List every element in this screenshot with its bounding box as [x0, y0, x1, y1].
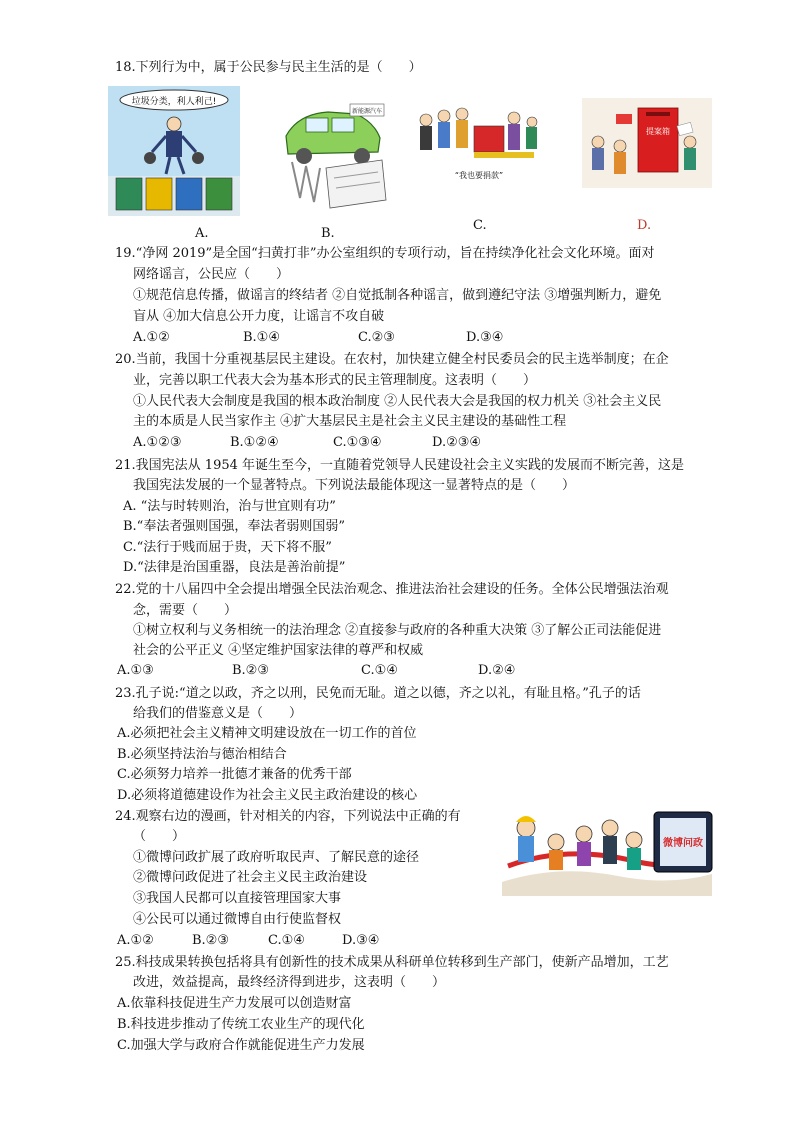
new-energy-car-cartoon-icon — [278, 96, 388, 214]
q19-option-d: D.③④ — [466, 330, 504, 345]
q21-line-1: 21.我国宪法从 1954 年诞生至今，一直随着党领导人民建设社会主义实践的发展而不断完善，这是 — [115, 458, 685, 473]
q18-image-b — [278, 96, 388, 214]
q25-option-a: A.依靠科技促进生产力发展可以创造财富 — [117, 996, 352, 1011]
donation-cartoon-icon — [412, 96, 546, 188]
q20-option-a: A.①②③ — [133, 435, 182, 450]
q24-option-b: B.②③ — [192, 933, 229, 948]
q19-line-2: 网络谣言，公民应（ ） — [133, 267, 290, 282]
q22-line-1: 22.党的十八届四中全会提出增强全民法治观念、推进法治社会建设的任务。全体公民增强法治观 — [115, 582, 669, 597]
q22-option-d: D.②④ — [478, 663, 516, 678]
q19-line-1: 19.“净网 2019”是全国“扫黄打非”办公室组织的专项行动，旨在持续净化社会文化环境。面对 — [115, 246, 655, 261]
q22-line-2: 念，需要（ ） — [133, 603, 238, 618]
q20-line-4: 主的本质是人民当家作主 ④扩大基层民主是社会主义民主建设的基础性工程 — [133, 414, 567, 429]
q23-option-d: D.必须将道德建设作为社会主义民主政治建设的核心 — [117, 788, 418, 803]
q21-line-2: 我国宪法发展的一个显著特点。下列说法最能体现这一显著特点的是（ ） — [133, 478, 576, 493]
q19-option-c: C.②③ — [358, 330, 395, 345]
q20-line-2: 业，完善以职工代表大会为基本形式的民主管理制度。这表明（ ） — [133, 373, 537, 388]
q24-option-c: C.①④ — [268, 933, 305, 948]
q18-image-c — [412, 96, 546, 188]
q21-option-d: D.“法律是治国重器，良法是善治前提” — [123, 560, 346, 575]
q22-option-a: A.①③ — [117, 663, 154, 678]
q20-line-1: 20.当前，我国十分重视基层民主建设。在农村，加快建立健全村民委员会的民主选举制度；在企 — [115, 352, 669, 367]
q22-line-3: ①树立权利与义务相统一的法治理念 ②直接参与政府的各种重大决策 ③了解公正司法能促进 — [133, 623, 662, 638]
q24-line-2: （ ） — [133, 829, 186, 844]
q18-car-sign: 新能源汽车 — [351, 108, 383, 115]
q23-line-1: 23.孔子说:“道之以政，齐之以刑，民免而无耻。道之以德，齐之以礼，有耻且格。”孔子的话 — [115, 686, 641, 701]
q24-line-3: ①微博问政扩展了政府听取民声、了解民意的途径 — [133, 850, 420, 865]
q18-stem: 18.下列行为中，属于公民参与民主生活的是（ ） — [115, 60, 422, 75]
q24-line-4: ②微博问政促进了社会主义民主政治建设 — [133, 870, 368, 885]
q21-option-a: A. “法与时转则治，治与世宜则有功” — [123, 499, 336, 514]
q18-label-c: C. — [473, 218, 487, 233]
q24-option-d: D.③④ — [342, 933, 380, 948]
q24-line-1: 24.观察右边的漫画，针对相关的内容，下列说法中正确的有 — [115, 809, 461, 824]
q18-image-d — [582, 98, 712, 188]
q20-line-3: ①人民代表大会制度是我国的根本政治制度 ②人民代表大会是我国的权力机关 ③社会主义民 — [133, 394, 662, 409]
q24-option-a: A.①② — [117, 933, 154, 948]
q18-label-b: B. — [321, 226, 335, 241]
q25-option-b: B.科技进步推动了传统工农业生产的现代化 — [117, 1017, 365, 1032]
q24-line-6: ④公民可以通过微博自由行使监督权 — [133, 912, 342, 927]
garbage-sorting-cartoon-icon — [108, 86, 240, 216]
q24-line-5: ③我国人民都可以直接管理国家大事 — [133, 891, 342, 906]
q18-c-caption: “我也要捐款” — [454, 171, 504, 180]
q23-option-b: B.必须坚持法治与德治相结合 — [117, 747, 287, 762]
q18-label-d: D. — [637, 218, 652, 233]
q22-option-c: C.①④ — [361, 663, 398, 678]
q23-option-a: A.必须把社会主义精神文明建设放在一切工作的首位 — [117, 726, 417, 741]
weibo-politics-cartoon-icon — [498, 804, 718, 896]
proposal-box-cartoon-icon — [582, 98, 712, 188]
q18-image-a — [108, 86, 240, 216]
q20-option-c: C.①③④ — [333, 435, 382, 450]
q19-line-3: ①规范信息传播，做谣言的终结者 ②自觉抵制各种谣言，做到遵纪守法 ③增强判断力，避免 — [133, 288, 662, 303]
q24-cartoon-sign: 微博问政 — [663, 838, 703, 849]
q25-line-1: 25.科技成果转换包括将具有创新性的技术成果从科研单位转移到生产部门，使新产品增加，工艺 — [115, 955, 669, 970]
q25-line-2: 改进，效益提高，最终经济得到进步，这表明（ ） — [133, 975, 446, 990]
q25-option-c: C.加强大学与政府合作就能促进生产力发展 — [117, 1038, 365, 1053]
q21-option-b: B.“奉法者强则国强，奉法者弱则国弱” — [123, 519, 345, 534]
q23-option-c: C.必须努力培养一批德才兼备的优秀干部 — [117, 767, 352, 782]
q20-option-b: B.①②④ — [230, 435, 279, 450]
q19-line-4: 盲从 ④加大信息公开力度，让谣言不攻自破 — [133, 309, 385, 324]
q24-cartoon — [498, 804, 718, 896]
q18-d-box-label: 提案箱 — [646, 127, 670, 136]
q18-label-a: A. — [195, 226, 209, 241]
q22-line-4: 社会的公平正义 ④坚定维护国家法律的尊严和权威 — [133, 643, 424, 658]
q23-line-2: 给我们的借鉴意义是（ ） — [133, 706, 303, 721]
q22-option-b: B.②③ — [232, 663, 269, 678]
q18-bubble-text: 垃圾分类，利人利己! — [131, 97, 217, 107]
q19-option-a: A.①② — [133, 330, 170, 345]
q20-option-d: D.②③④ — [432, 435, 482, 450]
q21-option-c: C.“法行于贱而屈于贵，天下将不服” — [123, 540, 332, 555]
q19-option-b: B.①④ — [243, 330, 280, 345]
